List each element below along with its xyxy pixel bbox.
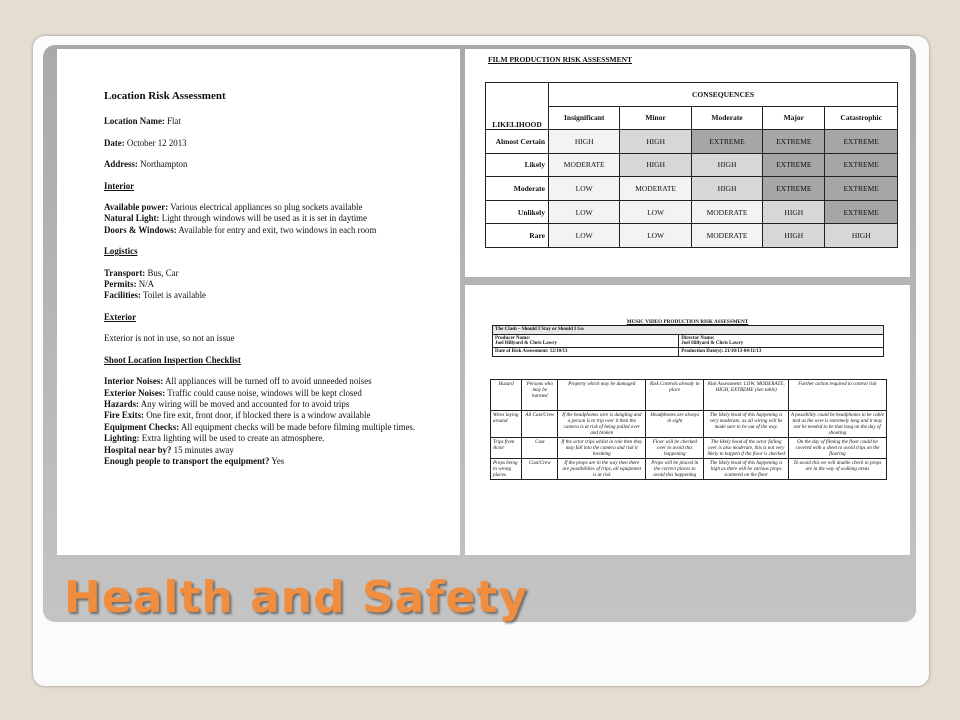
music-video-risk-assessment-document [465,285,910,555]
logistics-line: Facilities: Toilet is available [104,290,206,301]
hazard-cell: Trips from Actor [491,438,522,459]
risk-level-cell: HIGH [763,224,825,248]
risk-matrix-row [486,153,898,177]
risk-matrix-row [486,177,898,201]
hazard-column-header: Further action required to control risk [788,380,886,411]
likelihood-label: Likely [486,153,549,177]
checklist-line: Hazards: Any wiring will be moved and accounted for to avoid trips [104,398,350,409]
assessment-date-cell: Date of Risk Assessment: 12/10/13 [493,348,679,357]
risk-level-cell: HIGH [825,224,898,248]
hazard-cell: Cast [522,438,558,459]
risk-level-cell: HIGH [620,130,691,154]
logistics-line: Transport: Bus, Car [104,267,179,278]
hazard-column-header: Property which may be damaged [558,380,646,411]
consequence-column-header: Major [763,106,825,130]
likelihood-label: Almost Certain [486,130,549,154]
risk-level-cell: EXTREME [763,153,825,177]
exterior-heading: Exterior [104,311,137,322]
hazard-row [491,438,887,459]
risk-level-cell: EXTREME [825,177,898,201]
risk-level-cell: HIGH [620,153,691,177]
location-risk-assessment-document [57,49,460,555]
checklist-line: Enough people to transport the equipment? Yes [104,455,285,466]
director-cell: Director Name: Joel Hillyard & Chris Lawry [679,335,884,348]
production-dates-cell: Production Date(s): 21/10/13-04/11/13 [679,348,884,357]
hazard-row [491,411,887,438]
hazard-cell: Headphones are always in sight [646,411,704,438]
hazard-cell: If the props are in the way then there are possibilities of trips, all equipment is at risk [558,459,646,480]
risk-level-cell: HIGH [691,177,762,201]
location-name-line: Location Name: Flat [104,116,181,127]
interior-line: Natural Light: Light through windows will be used as it is set in daytime [104,213,368,224]
likelihood-label: Unlikely [486,200,549,224]
location-address-line: Address: Northampton [104,159,188,170]
risk-level-cell: MODERATE [549,153,620,177]
risk-level-cell: MODERATE [691,224,762,248]
risk-level-cell: LOW [620,200,691,224]
risk-level-cell: MODERATE [620,177,691,201]
interior-heading: Interior [104,180,135,191]
slide-title: Health and Safety [64,572,529,623]
producer-cell: Producer Name: Joel Hillyard & Chris Lawry [493,335,679,348]
risk-level-cell: EXTREME [825,130,898,154]
risk-level-cell: HIGH [691,153,762,177]
hazard-cell: If the headphones wire is dangling and a person is to trip over it then the camera is at risk of being pulled over and broken [558,411,646,438]
logistics-heading: Logistics [104,246,138,257]
consequence-column-header: Catastrophic [825,106,898,130]
risk-matrix-table [485,82,898,248]
risk-level-cell: LOW [549,200,620,224]
risk-matrix-row [486,200,898,224]
likelihood-label: Moderate [486,177,549,201]
risk-level-cell: EXTREME [763,130,825,154]
risk-level-cell: EXTREME [825,153,898,177]
checklist-line: Fire Exits: One fire exit, front door, if blocked there is a window available [104,410,371,421]
risk-level-cell: LOW [549,177,620,201]
film-risk-assessment-document [465,49,910,277]
consequence-column-header: Moderate [691,106,762,130]
logistics-line: Permits: N/A [104,279,155,290]
hazard-table [490,379,887,480]
checklist-line: Hospital near by? 15 minutes away [104,444,234,455]
hazard-cell: Cast/Crew [522,459,558,480]
checklist-line: Lighting: Extra lighting will be used to create an atmosphere. [104,433,325,444]
consequences-header: CONSEQUENCES [549,83,898,107]
hazard-cell: All Cast/Crew [522,411,558,438]
risk-matrix-row [486,224,898,248]
hazard-cell: A possibility could be headphones to be cable tied as the wire is extremely long and it may not be needed to be that long on the day of shooting [788,411,886,438]
hazard-cell: Floor will be checked over to avoid this happening [646,438,704,459]
hazard-column-header: Risk Assessment: LOW, MODERATE, HIGH, EXTREME (See table) [704,380,788,411]
hazard-cell: The likely hood of this happening is high as there will be various props scattered on the floor [704,459,788,480]
song-title: The Clash – Should I Stay or Should I Go [493,326,884,335]
risk-level-cell: LOW [549,224,620,248]
checklist-line: Exterior Noises: Traffic could cause noise, windows will be kept closed [104,387,362,398]
checklist-line: Equipment Checks: All equipment checks will be made before filming multiple times. [104,421,416,432]
exterior-text: Exterior is not in use, so not an issue [104,333,235,344]
production-info-table [492,325,884,357]
film-risk-title: FILM PRODUCTION RISK ASSESSMENT [488,55,632,64]
risk-level-cell: EXTREME [825,200,898,224]
risk-level-cell: MODERATE [691,200,762,224]
risk-matrix-row [486,130,898,154]
consequence-column-header: Insignificant [549,106,620,130]
hazard-cell: Props being in wrong places [491,459,522,480]
music-risk-title: MUSIC VIDEO PRODUCTION RISK ASSESSMENT [626,319,749,325]
likelihood-label: Rare [486,224,549,248]
checklist-line: Interior Noises: All appliances will be turned off to avoid unneeded noises [104,376,372,387]
risk-level-cell: HIGH [549,130,620,154]
hazard-cell: The likely hood of the actor falling over is also moderate, this is not very likely to happen if the floor is checked [704,438,788,459]
hazard-row [491,459,887,480]
hazard-column-header: Persons who may be harmed [522,380,558,411]
likelihood-header: LIKELIHOOD [486,83,549,130]
interior-line: Available power: Various electrical appliances so plug sockets available [104,202,363,213]
risk-level-cell: EXTREME [763,177,825,201]
hazard-column-header: Risk Controls already in place [646,380,704,411]
location-heading: Location Risk Assessment [104,90,226,102]
consequence-column-header: Minor [620,106,691,130]
hazard-column-header: Hazard [491,380,522,411]
risk-level-cell: LOW [620,224,691,248]
hazard-cell: To avoid this we will double check to props are in the way of walking areas [788,459,886,480]
hazard-cell: On the day of filming the floor could be covered with a sheet to avoid trips on the flooring [788,438,886,459]
checklist-heading: Shoot Location Inspection Checklist [104,354,241,365]
hazard-cell: The likely hood of this happening is very moderate, as all wiring will be made sure to be out of the way. [704,411,788,438]
risk-level-cell: EXTREME [691,130,762,154]
location-date-line: Date: October 12 2013 [104,137,187,148]
hazard-cell: Wires laying around [491,411,522,438]
hazard-cell: Props will be placed in the correct places to avoid this happening [646,459,704,480]
interior-line: Doors & Windows: Available for entry and exit, two windows in each room [104,224,377,235]
risk-level-cell: HIGH [763,200,825,224]
hazard-cell: If the actor trips whilst in role then they may fall into the camera and risk it breaking [558,438,646,459]
